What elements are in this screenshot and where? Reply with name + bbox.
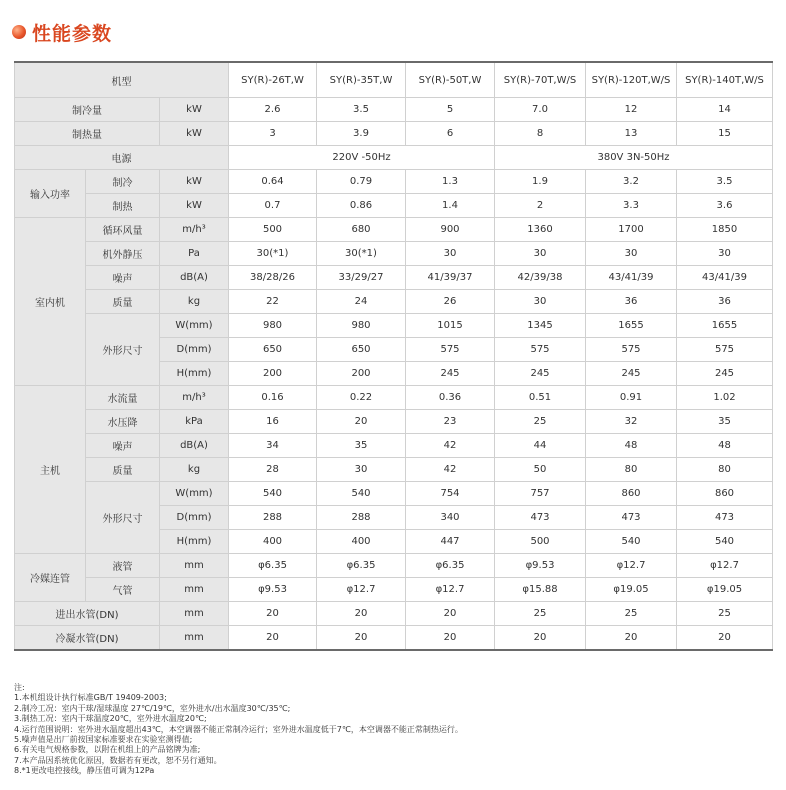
note-line: 注:	[14, 683, 25, 692]
value-cell: 650	[229, 338, 317, 362]
value-cell: φ12.7	[317, 578, 406, 602]
value-cell: 3.6	[677, 194, 773, 218]
unit-cell: mm	[160, 554, 229, 578]
value-cell: 0.51	[495, 386, 586, 410]
unit-cell: H(mm)	[160, 362, 229, 386]
value-cell: 48	[586, 434, 677, 458]
row-label: 噪声	[86, 266, 160, 290]
note-line: 5.噪声值是出厂前按国家标准要求在实验室测得值;	[14, 735, 193, 745]
value-cell: 12	[586, 98, 677, 122]
table-row	[15, 410, 773, 434]
group-label: 输入功率	[15, 170, 86, 218]
row-label: 水流量	[86, 386, 160, 410]
value-cell: 24	[317, 290, 406, 314]
value-cell: 1655	[677, 314, 773, 338]
row-label: 外形尺寸	[86, 482, 160, 554]
table-row	[15, 434, 773, 458]
group-label: 冷媒连管	[15, 554, 86, 602]
value-cell: 30(*1)	[229, 242, 317, 266]
value-cell: 0.22	[317, 386, 406, 410]
row-label: 电源	[15, 146, 229, 170]
value-cell: 1.02	[677, 386, 773, 410]
value-cell: 30	[677, 242, 773, 266]
value-cell: 20	[229, 602, 317, 626]
value-cell: 245	[406, 362, 495, 386]
note-line: 4.运行范围说明：室外进水温度超出43℃，本空调器不能正常制冷运行；室外进水温度低于7℃，本空调器不能正常制热运行。	[14, 724, 463, 734]
model-label: 机型	[15, 62, 229, 98]
model-cell: SY(R)-50T,W	[406, 62, 495, 98]
value-cell: 36	[586, 290, 677, 314]
value-cell: 30	[495, 290, 586, 314]
value-cell: 2.6	[229, 98, 317, 122]
value-cell: 400	[229, 530, 317, 554]
value-cell: 1360	[495, 218, 586, 242]
row-label: 外形尺寸	[86, 314, 160, 386]
value-cell: 30(*1)	[317, 242, 406, 266]
value-cell: φ12.7	[677, 554, 773, 578]
value-cell: 575	[406, 338, 495, 362]
value-cell: 36	[677, 290, 773, 314]
value-cell: 20	[495, 626, 586, 651]
value-cell: 380V 3N-50Hz	[495, 146, 773, 170]
value-cell: 3.5	[317, 98, 406, 122]
value-cell: φ6.35	[317, 554, 406, 578]
table-row	[15, 242, 773, 266]
unit-cell: D(mm)	[160, 506, 229, 530]
row-label: 制冷	[86, 170, 160, 194]
value-cell: 680	[317, 218, 406, 242]
value-cell: 1655	[586, 314, 677, 338]
model-cell: SY(R)-140T,W/S	[677, 62, 773, 98]
value-cell: 3.3	[586, 194, 677, 218]
table-row	[15, 386, 773, 410]
value-cell: 43/41/39	[677, 266, 773, 290]
value-cell: 288	[229, 506, 317, 530]
value-cell: 20	[677, 626, 773, 651]
row-label: 循环风量	[86, 218, 160, 242]
value-cell: 500	[495, 530, 586, 554]
value-cell: 23	[406, 410, 495, 434]
row-label: 质量	[86, 458, 160, 482]
unit-cell: kg	[160, 290, 229, 314]
unit-cell: kW	[160, 122, 229, 146]
value-cell: 757	[495, 482, 586, 506]
value-cell: 3.9	[317, 122, 406, 146]
value-cell: 25	[495, 602, 586, 626]
unit-cell: kg	[160, 458, 229, 482]
value-cell: 20	[229, 626, 317, 651]
value-cell: 473	[495, 506, 586, 530]
table-row	[15, 578, 773, 602]
value-cell: 1.3	[406, 170, 495, 194]
unit-cell: kW	[160, 98, 229, 122]
notes	[14, 683, 772, 777]
value-cell: 0.7	[229, 194, 317, 218]
value-cell: 860	[586, 482, 677, 506]
value-cell: 26	[406, 290, 495, 314]
value-cell: 1015	[406, 314, 495, 338]
table-row	[15, 218, 773, 242]
table-row	[15, 266, 773, 290]
row-label: 冷凝水管(DN)	[15, 626, 160, 651]
unit-cell: m/h³	[160, 218, 229, 242]
value-cell: 650	[317, 338, 406, 362]
value-cell: 30	[406, 242, 495, 266]
value-cell: 38/28/26	[229, 266, 317, 290]
row-label: 进出水管(DN)	[15, 602, 160, 626]
value-cell: 20	[586, 626, 677, 651]
table-row	[15, 290, 773, 314]
value-cell: 0.16	[229, 386, 317, 410]
note-line: 1.本机组设计执行标准GB/T 19409-2003;	[14, 693, 167, 703]
value-cell: 30	[495, 242, 586, 266]
value-cell: 25	[495, 410, 586, 434]
value-cell: 860	[677, 482, 773, 506]
value-cell: 0.36	[406, 386, 495, 410]
value-cell: 25	[677, 602, 773, 626]
value-cell: 42/39/38	[495, 266, 586, 290]
model-cell: SY(R)-70T,W/S	[495, 62, 586, 98]
value-cell: 1.4	[406, 194, 495, 218]
table-row	[15, 626, 773, 651]
value-cell: 30	[317, 458, 406, 482]
unit-cell: H(mm)	[160, 530, 229, 554]
table-row	[15, 482, 773, 506]
table-row	[15, 554, 773, 578]
value-cell: 14	[677, 98, 773, 122]
value-cell: 42	[406, 434, 495, 458]
note-line: 8.*1更改电控接线，静压值可调为12Pa	[14, 766, 155, 776]
value-cell: 288	[317, 506, 406, 530]
value-cell: 540	[317, 482, 406, 506]
value-cell: 48	[677, 434, 773, 458]
value-cell: 20	[317, 602, 406, 626]
value-cell: 540	[586, 530, 677, 554]
value-cell: 25	[586, 602, 677, 626]
unit-cell: kW	[160, 194, 229, 218]
value-cell: 44	[495, 434, 586, 458]
row-label: 噪声	[86, 434, 160, 458]
model-cell: SY(R)-120T,W/S	[586, 62, 677, 98]
value-cell: 30	[586, 242, 677, 266]
unit-cell: m/h³	[160, 386, 229, 410]
value-cell: φ6.35	[406, 554, 495, 578]
table-row	[15, 458, 773, 482]
value-cell: 28	[229, 458, 317, 482]
value-cell: 8	[495, 122, 586, 146]
value-cell: φ12.7	[586, 554, 677, 578]
value-cell: 900	[406, 218, 495, 242]
model-cell: SY(R)-35T,W	[317, 62, 406, 98]
value-cell: 447	[406, 530, 495, 554]
table-row	[15, 314, 773, 338]
value-cell: 540	[677, 530, 773, 554]
value-cell: 980	[317, 314, 406, 338]
value-cell: φ9.53	[495, 554, 586, 578]
value-cell: 1.9	[495, 170, 586, 194]
value-cell: 0.79	[317, 170, 406, 194]
unit-cell: D(mm)	[160, 338, 229, 362]
table-row	[15, 194, 773, 218]
value-cell: φ12.7	[406, 578, 495, 602]
row-label: 制热量	[15, 122, 160, 146]
value-cell: 754	[406, 482, 495, 506]
unit-cell: Pa	[160, 242, 229, 266]
spec-table	[14, 61, 773, 651]
value-cell: 41/39/37	[406, 266, 495, 290]
value-cell: 16	[229, 410, 317, 434]
value-cell: 5	[406, 98, 495, 122]
value-cell: 200	[229, 362, 317, 386]
row-label: 制热	[86, 194, 160, 218]
value-cell: 0.91	[586, 386, 677, 410]
model-cell: SY(R)-26T,W	[229, 62, 317, 98]
value-cell: 20	[406, 602, 495, 626]
value-cell: 20	[317, 410, 406, 434]
value-cell: 0.86	[317, 194, 406, 218]
unit-cell: dB(A)	[160, 266, 229, 290]
group-label: 主机	[15, 386, 86, 554]
row-label: 机外静压	[86, 242, 160, 266]
value-cell: 35	[677, 410, 773, 434]
note-line: 7.本产品因系统优化原因，数据若有更改，恕不另行通知。	[14, 755, 222, 765]
value-cell: 200	[317, 362, 406, 386]
value-cell: 575	[677, 338, 773, 362]
value-cell: 32	[586, 410, 677, 434]
value-cell: 500	[229, 218, 317, 242]
row-label: 气管	[86, 578, 160, 602]
value-cell: 473	[586, 506, 677, 530]
page-title: 性能参数	[32, 22, 113, 45]
value-cell: 1850	[677, 218, 773, 242]
value-cell: 43/41/39	[586, 266, 677, 290]
value-cell: 473	[677, 506, 773, 530]
value-cell: 245	[495, 362, 586, 386]
value-cell: 3	[229, 122, 317, 146]
value-cell: 33/29/27	[317, 266, 406, 290]
value-cell: 3.5	[677, 170, 773, 194]
table-header-row	[15, 62, 773, 98]
table-row	[15, 170, 773, 194]
value-cell: 50	[495, 458, 586, 482]
section-title	[12, 18, 112, 46]
value-cell: 13	[586, 122, 677, 146]
value-cell: 6	[406, 122, 495, 146]
value-cell: 7.0	[495, 98, 586, 122]
unit-cell: W(mm)	[160, 482, 229, 506]
value-cell: φ9.53	[229, 578, 317, 602]
value-cell: 20	[317, 626, 406, 651]
value-cell: 3.2	[586, 170, 677, 194]
value-cell: 1345	[495, 314, 586, 338]
value-cell: 245	[677, 362, 773, 386]
unit-cell: dB(A)	[160, 434, 229, 458]
group-label: 室内机	[15, 218, 86, 386]
table-row	[15, 122, 773, 146]
unit-cell: W(mm)	[160, 314, 229, 338]
value-cell: 980	[229, 314, 317, 338]
note-line: 3.制热工况：室内干球温度20℃，室外进水温度20℃;	[14, 714, 207, 724]
row-label: 质量	[86, 290, 160, 314]
value-cell: φ19.05	[677, 578, 773, 602]
value-cell: 2	[495, 194, 586, 218]
value-cell: φ6.35	[229, 554, 317, 578]
bullet-icon	[12, 25, 26, 39]
row-label: 液管	[86, 554, 160, 578]
table-row	[15, 602, 773, 626]
value-cell: 340	[406, 506, 495, 530]
row-label: 制冷量	[15, 98, 160, 122]
value-cell: 35	[317, 434, 406, 458]
value-cell: 575	[495, 338, 586, 362]
row-label: 水压降	[86, 410, 160, 434]
value-cell: 34	[229, 434, 317, 458]
value-cell: 400	[317, 530, 406, 554]
table-row	[15, 146, 773, 170]
value-cell: 540	[229, 482, 317, 506]
value-cell: 575	[586, 338, 677, 362]
value-cell: 220V -50Hz	[229, 146, 495, 170]
unit-cell: kW	[160, 170, 229, 194]
note-line: 6.有关电气规格参数，以附在机组上的产品铭牌为准;	[14, 745, 201, 755]
value-cell: 245	[586, 362, 677, 386]
unit-cell: kPa	[160, 410, 229, 434]
value-cell: 1700	[586, 218, 677, 242]
unit-cell: mm	[160, 602, 229, 626]
value-cell: 20	[406, 626, 495, 651]
value-cell: 15	[677, 122, 773, 146]
value-cell: 80	[586, 458, 677, 482]
table-row	[15, 98, 773, 122]
value-cell: 0.64	[229, 170, 317, 194]
value-cell: 22	[229, 290, 317, 314]
value-cell: φ19.05	[586, 578, 677, 602]
unit-cell: mm	[160, 626, 229, 651]
value-cell: 42	[406, 458, 495, 482]
note-line: 2.制冷工况：室内干球/湿球温度 27℃/19℃，室外进水/出水温度30℃/35℃;	[14, 703, 291, 713]
value-cell: 80	[677, 458, 773, 482]
unit-cell: mm	[160, 578, 229, 602]
value-cell: φ15.88	[495, 578, 586, 602]
